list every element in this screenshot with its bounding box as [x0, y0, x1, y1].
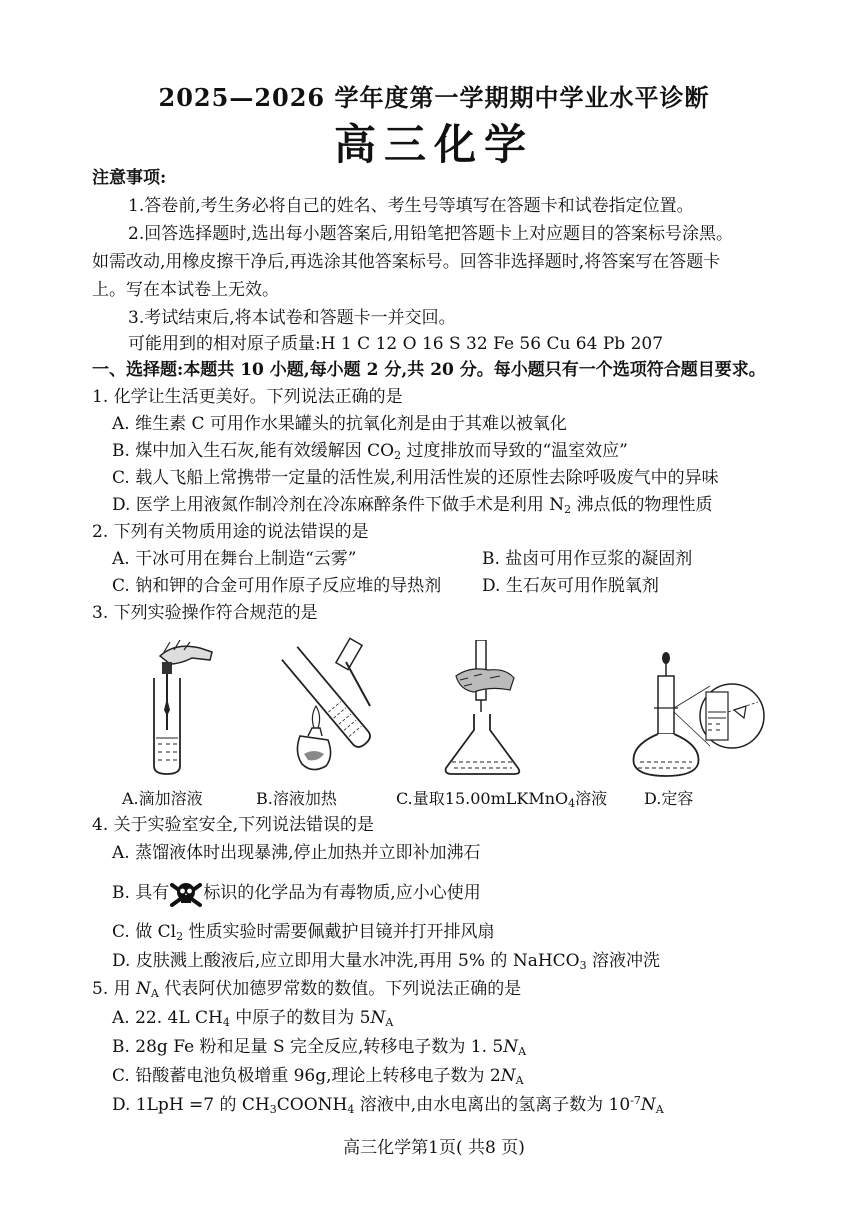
q1-option-b: B. 煤中加入生石灰,能有效缓解因 $CO_2$ 过度排放而导致的“温室效应” [112, 441, 628, 462]
q5-option-c: C. 铅酸蓄电池负极增重 96g,理论上转移电子数为 $2N_A$ [112, 1066, 524, 1087]
subject-title: 高三化学 [333, 120, 534, 169]
q2-stem: 2. 下列有关物质用途的说法错误的是 [92, 522, 369, 542]
q1-option-a: A. 维生素 C 可用作水果罐头的抗氧化剂是由于其难以被氧化 [112, 414, 567, 434]
notice-item-2: 2.回答选择题时,选出每小题答案后,用铅笔把答题卡上对应题目的答案标号涂黑。 [128, 224, 734, 244]
q4-option-a: A. 蒸馏液体时出现暴沸,停止加热并立即补加沸石 [112, 843, 481, 863]
q3-option-d: D.定容 [644, 789, 694, 808]
atomic-masses: 可能用到的相对原子质量:H 1 C 12 O 16 S 32 Fe 56 Cu 64 Pb 207 [128, 334, 664, 354]
notice-item-2-end: 上。写在本试卷上无效。 [92, 280, 279, 300]
q2-option-c: C. 钠和钾的合金可用作原子反应堆的导热剂 [112, 576, 442, 596]
q5-option-d: D. 1LpH =7 的 $CH_3COONH_4$ 溶液中,由水电离出的氢离子数为 $10^{-7}N_A$ [112, 1094, 664, 1116]
q5-stem: 5. 用 $N_A$ 代表阿伏加德罗常数的数值。下列说法正确的是 [92, 979, 522, 1000]
burette-flask-figure [430, 640, 540, 780]
notice-item-1: 1.答卷前,考生务必将自己的姓名、考生号等填写在答题卡和试卷指定位置。 [128, 196, 694, 216]
section-heading: 一、选择题:本题共 10 小题,每小题 2 分,共 20 分。每小题只有一个选项符合题目要求。 [92, 360, 766, 380]
q5-option-b: B. 28g Fe 粉和足量 S 完全反应,转移电子数为 1. $5N_A$ [112, 1037, 527, 1058]
notice-item-2-cont: 如需改动,用橡皮擦干净后,再选涂其他答案标号。回答非选择题时,将答案写在答题卡 [92, 252, 721, 272]
page-footer: 高三化学第1页( 共8 页) [343, 1138, 525, 1158]
q5-option-a: A. 22. 4L $CH_4$ 中原子的数目为 $5N_A$ [112, 1008, 394, 1029]
toxic-skull-icon [169, 881, 203, 907]
dropper-test-tube-figure [140, 638, 220, 778]
notice-item-3: 3.考试结束后,将本试卷和答题卡一并交回。 [128, 308, 456, 328]
heating-test-tube-figure [272, 636, 382, 781]
notice-heading: 注意事项: [92, 168, 167, 188]
volumetric-flask-figure [610, 646, 770, 778]
q3-stem: 3. 下列实验操作符合规范的是 [92, 603, 318, 623]
q2-option-a: A. 干冰可用在舞台上制造“云雾” [112, 549, 357, 569]
q4-option-c: C. 做 $Cl_2$ 性质实验时需要佩戴护目镜并打开排风扇 [112, 922, 495, 943]
q3-option-c: C.量取15.00mLKMnO$_4$溶液 [396, 789, 608, 810]
q4-option-b: B. 具有 标识的化学品为有毒物质,应小心使用 [112, 878, 481, 908]
q1-option-d: D. 医学上用液氮作制冷剂在冷冻麻醉条件下做手术是利用 $N_2$ 沸点低的物理性质 [112, 495, 713, 516]
q2-option-b: B. 盐卤可用作豆浆的凝固剂 [482, 549, 693, 569]
exam-title: 2025—2026 学年度第一学期期中学业水平诊断 [158, 83, 710, 112]
q1-stem: 1. 化学让生活更美好。下列说法正确的是 [92, 387, 403, 407]
q4-stem: 4. 关于实验室安全,下列说法错误的是 [92, 815, 375, 835]
q1-option-c: C. 载人飞船上常携带一定量的活性炭,利用活性炭的还原性去除呼吸废气中的异味 [112, 468, 719, 488]
q3-option-b: B.溶液加热 [256, 789, 337, 808]
q2-option-d: D. 生石灰可用作脱氧剂 [482, 576, 659, 596]
q3-option-a: A.滴加溶液 [122, 789, 203, 808]
q4-option-d: D. 皮肤溅上酸液后,应立即用大量水冲洗,再用 5% 的 NaHCO$_3$ 溶液冲洗 [112, 951, 661, 972]
